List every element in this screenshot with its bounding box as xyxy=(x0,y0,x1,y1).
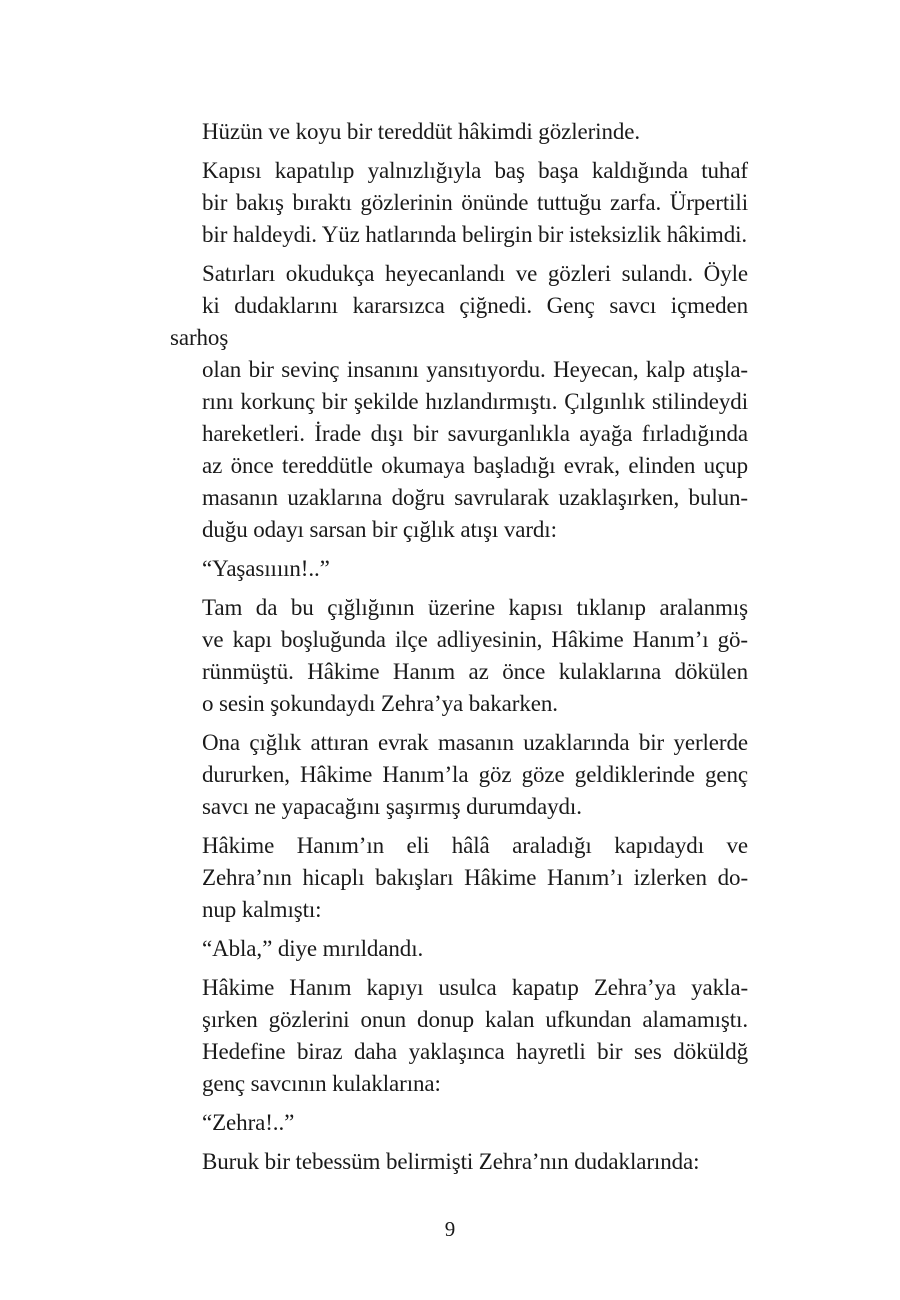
paragraph xyxy=(170,830,748,926)
paragraph xyxy=(170,972,748,1100)
text-line: nup kalmıştı: xyxy=(202,897,322,922)
text-line: rını korkunç bir şekilde hızlandırmıştı. Çılgınlık stilindeydi xyxy=(202,389,748,414)
paragraph xyxy=(170,933,748,965)
paragraph xyxy=(170,258,748,546)
paragraph xyxy=(170,116,748,148)
text-line: Hâkime Hanım kapıyı usulca kapatıp Zehra’ya yakla- xyxy=(202,975,748,1000)
text-line: az önce tereddütle okumaya başladığı evrak, elinden uçup xyxy=(202,453,748,478)
paragraph xyxy=(170,1146,748,1178)
text-line: masanın uzaklarına doğru savrularak uzaklaşırken, bulun- xyxy=(202,485,748,510)
text-line: hareketleri. İrade dışı bir savurganlıkla ayağa fırladığında xyxy=(202,421,748,446)
text-line: şırken gözlerini onun donup kalan ufkundan alamamıştı. xyxy=(202,1007,748,1032)
text-line: Satırları okudukça heyecanlandı ve gözleri sulandı. Öyle xyxy=(202,261,748,286)
text-line: Zehra’nın hicaplı bakışları Hâkime Hanım’ı izlerken do- xyxy=(202,865,748,890)
text-line: Tam da bu çığlığının üzerine kapısı tıklanıp aralanmış xyxy=(202,595,748,620)
text-line: Hâkime Hanım’ın eli hâlâ araladığı kapıdaydı ve xyxy=(202,833,748,858)
text-line: dururken, Hâkime Hanım’la göz göze geldiklerinde genç xyxy=(202,762,748,787)
text-line: duğu odayı sarsan bir çığlık atışı vardı: xyxy=(202,517,557,542)
text-line: “Zehra!..” xyxy=(202,1110,295,1135)
text-line: olan bir sevinç insanını yansıtıyordu. Heyecan, kalp atışla- xyxy=(202,357,748,382)
paragraph xyxy=(170,1107,748,1139)
text-line: Hüzün ve koyu bir tereddüt hâkimdi gözlerinde. xyxy=(202,119,641,144)
text-line: ki dudaklarını kararsızca çiğnedi. Genç savcı içmeden sarhoş xyxy=(170,293,748,350)
text-line: genç savcının kulaklarına: xyxy=(202,1071,441,1096)
paragraph xyxy=(170,727,748,823)
text-line: rünmüştü. Hâkime Hanım az önce kulaklarına dökülen xyxy=(202,659,748,684)
paragraph xyxy=(170,592,748,720)
text-line: Buruk bir tebessüm belirmişti Zehra’nın dudaklarında: xyxy=(202,1149,700,1174)
body-text xyxy=(170,116,748,1185)
paragraph xyxy=(170,553,748,585)
text-line: Ona çığlık attıran evrak masanın uzaklarında bir yerlerde xyxy=(202,730,748,755)
text-line: bir bakış bıraktı gözlerinin önünde tuttuğu zarfa. Ürpertili xyxy=(202,190,748,215)
text-line: Hedefine biraz daha yaklaşınca hayretli bir ses döküldğ xyxy=(202,1039,748,1064)
text-line: “Yaşasıııın!..” xyxy=(202,556,330,581)
text-line: ve kapı boşluğunda ilçe adliyesinin, Hâkime Hanım’ı gö- xyxy=(202,627,748,652)
text-line: “Abla,” diye mırıldandı. xyxy=(202,936,424,961)
page-number: 9 xyxy=(444,1217,456,1241)
paragraph xyxy=(170,155,748,251)
text-line: savcı ne yapacağını şaşırmış durumdaydı. xyxy=(202,794,582,819)
text-line: bir haldeydi. Yüz hatlarında belirgin bir isteksizlik hâkimdi. xyxy=(202,222,748,247)
text-line: o sesin şokundaydı Zehra’ya bakarken. xyxy=(202,691,558,716)
text-line: Kapısı kapatılıp yalnızlığıyla baş başa kaldığında tuhaf xyxy=(202,158,748,183)
